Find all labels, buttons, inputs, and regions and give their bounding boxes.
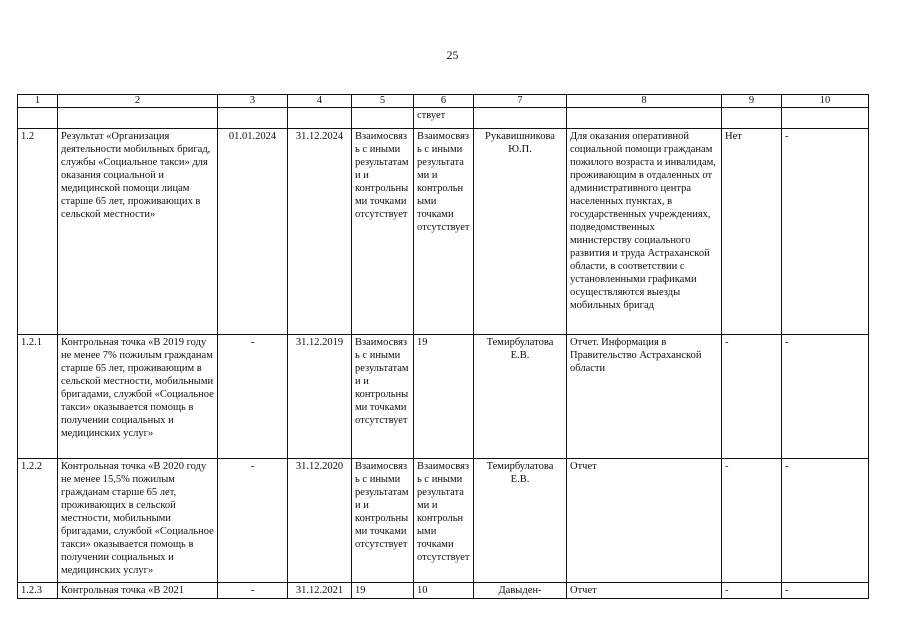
- table-cell: [722, 108, 782, 129]
- column-header: 5: [352, 95, 414, 108]
- table-cell: Нет: [722, 129, 782, 335]
- table-cell: 10: [414, 583, 474, 599]
- table-cell: [288, 108, 352, 129]
- table-cell: [474, 108, 567, 129]
- table-row: [18, 583, 869, 599]
- table-cell: Отчет: [567, 583, 722, 599]
- table-cell: Взаимосвязь с иными результатами и контрольными точками отсутствует: [414, 459, 474, 583]
- end-date: 31.12.2019: [288, 335, 352, 459]
- start-date: -: [218, 459, 288, 583]
- table-cell: Взаимосвязь с иными результатами и контрольными точками отсутствует: [352, 335, 414, 459]
- table-cell: 19: [352, 583, 414, 599]
- table-cell: -: [722, 459, 782, 583]
- row-number: 1.2.3: [18, 583, 58, 599]
- table-cell: Взаимосвязь с иными результатами и контрольными точками отсутствует: [352, 459, 414, 583]
- start-date: -: [218, 335, 288, 459]
- row-name: Контрольная точка «В 2019 году не менее 7% пожилым гражданам старше 65 лет, проживающим в сельской местности, мобильными бригадами, службой «Социальное такси» оказывается помощь в получении социальных и медицинских услуг»: [58, 335, 218, 459]
- page-number: 25: [446, 48, 459, 62]
- table-cell: [218, 108, 288, 129]
- table-cell: [782, 108, 869, 129]
- table-cell: -: [722, 335, 782, 459]
- column-header: 2: [58, 95, 218, 108]
- column-header: 1: [18, 95, 58, 108]
- table-cell: [58, 108, 218, 129]
- table-cell: -: [782, 583, 869, 599]
- column-header: 9: [722, 95, 782, 108]
- responsible: Рукавишникова Ю.П.: [474, 129, 567, 335]
- table-cell: Отчет. Информация в Правительство Астраханской области: [567, 335, 722, 459]
- table-cell: 19: [414, 335, 474, 459]
- plan-table: [17, 94, 869, 599]
- table-cell: Взаимосвязь с иными результатами и контрольными точками отсутствует: [352, 129, 414, 335]
- column-header: 6: [414, 95, 474, 108]
- row-name: Результат «Организация деятельности мобильных бригад, службы «Социальное такси» для оказания социальной и медицинской помощи лицам старше 65 лет, проживающих в сельской местности»: [58, 129, 218, 335]
- column-header: 4: [288, 95, 352, 108]
- row-number: 1.2.1: [18, 335, 58, 459]
- column-header: 8: [567, 95, 722, 108]
- column-header: 7: [474, 95, 567, 108]
- table-cell: -: [782, 335, 869, 459]
- end-date: 31.12.2020: [288, 459, 352, 583]
- start-date: 01.01.2024: [218, 129, 288, 335]
- responsible: Темирбулатова Е.В.: [474, 335, 567, 459]
- table-cell: [18, 108, 58, 129]
- end-date: 31.12.2024: [288, 129, 352, 335]
- table-cell: -: [782, 459, 869, 583]
- start-date: -: [218, 583, 288, 599]
- row-number: 1.2.2: [18, 459, 58, 583]
- responsible: Темирбулатова Е.В.: [474, 459, 567, 583]
- header-row: [18, 95, 869, 108]
- continuation-row: [18, 108, 869, 129]
- table-row: [18, 459, 869, 583]
- row-name: Контрольная точка «В 2020 году не менее 15,5% пожилым гражданам старше 65 лет, проживающих в сельской местности, мобильными бригадами, службой «Социальное такси» оказывается помощь в получении социальных и медицинских услуг»: [58, 459, 218, 583]
- table-row: [18, 129, 869, 335]
- table-cell: Отчет: [567, 459, 722, 583]
- table-cell: Для оказания оперативной социальной помощи гражданам пожилого возраста и инвалидам, проживающим в отдаленных от административного центра населенных пунктах, в государственных учреждениях, подведомственных министерству социального развития и труда Астраханской области, в соответствии с установленными графиками осуществляются выезды мобильных бригад: [567, 129, 722, 335]
- column-header: 10: [782, 95, 869, 108]
- table-cell: -: [782, 129, 869, 335]
- table-cell: Взаимосвязь с иными результатами и контрольными точками отсутствует: [414, 129, 474, 335]
- table-cell: -: [722, 583, 782, 599]
- end-date: 31.12.2021: [288, 583, 352, 599]
- table-cell: [352, 108, 414, 129]
- table-cell: ствует: [414, 108, 474, 129]
- responsible: Давыден-: [474, 583, 567, 599]
- row-name: Контрольная точка «В 2021: [58, 583, 218, 599]
- row-number: 1.2: [18, 129, 58, 335]
- column-header: 3: [218, 95, 288, 108]
- table-row: [18, 335, 869, 459]
- table-cell: [567, 108, 722, 129]
